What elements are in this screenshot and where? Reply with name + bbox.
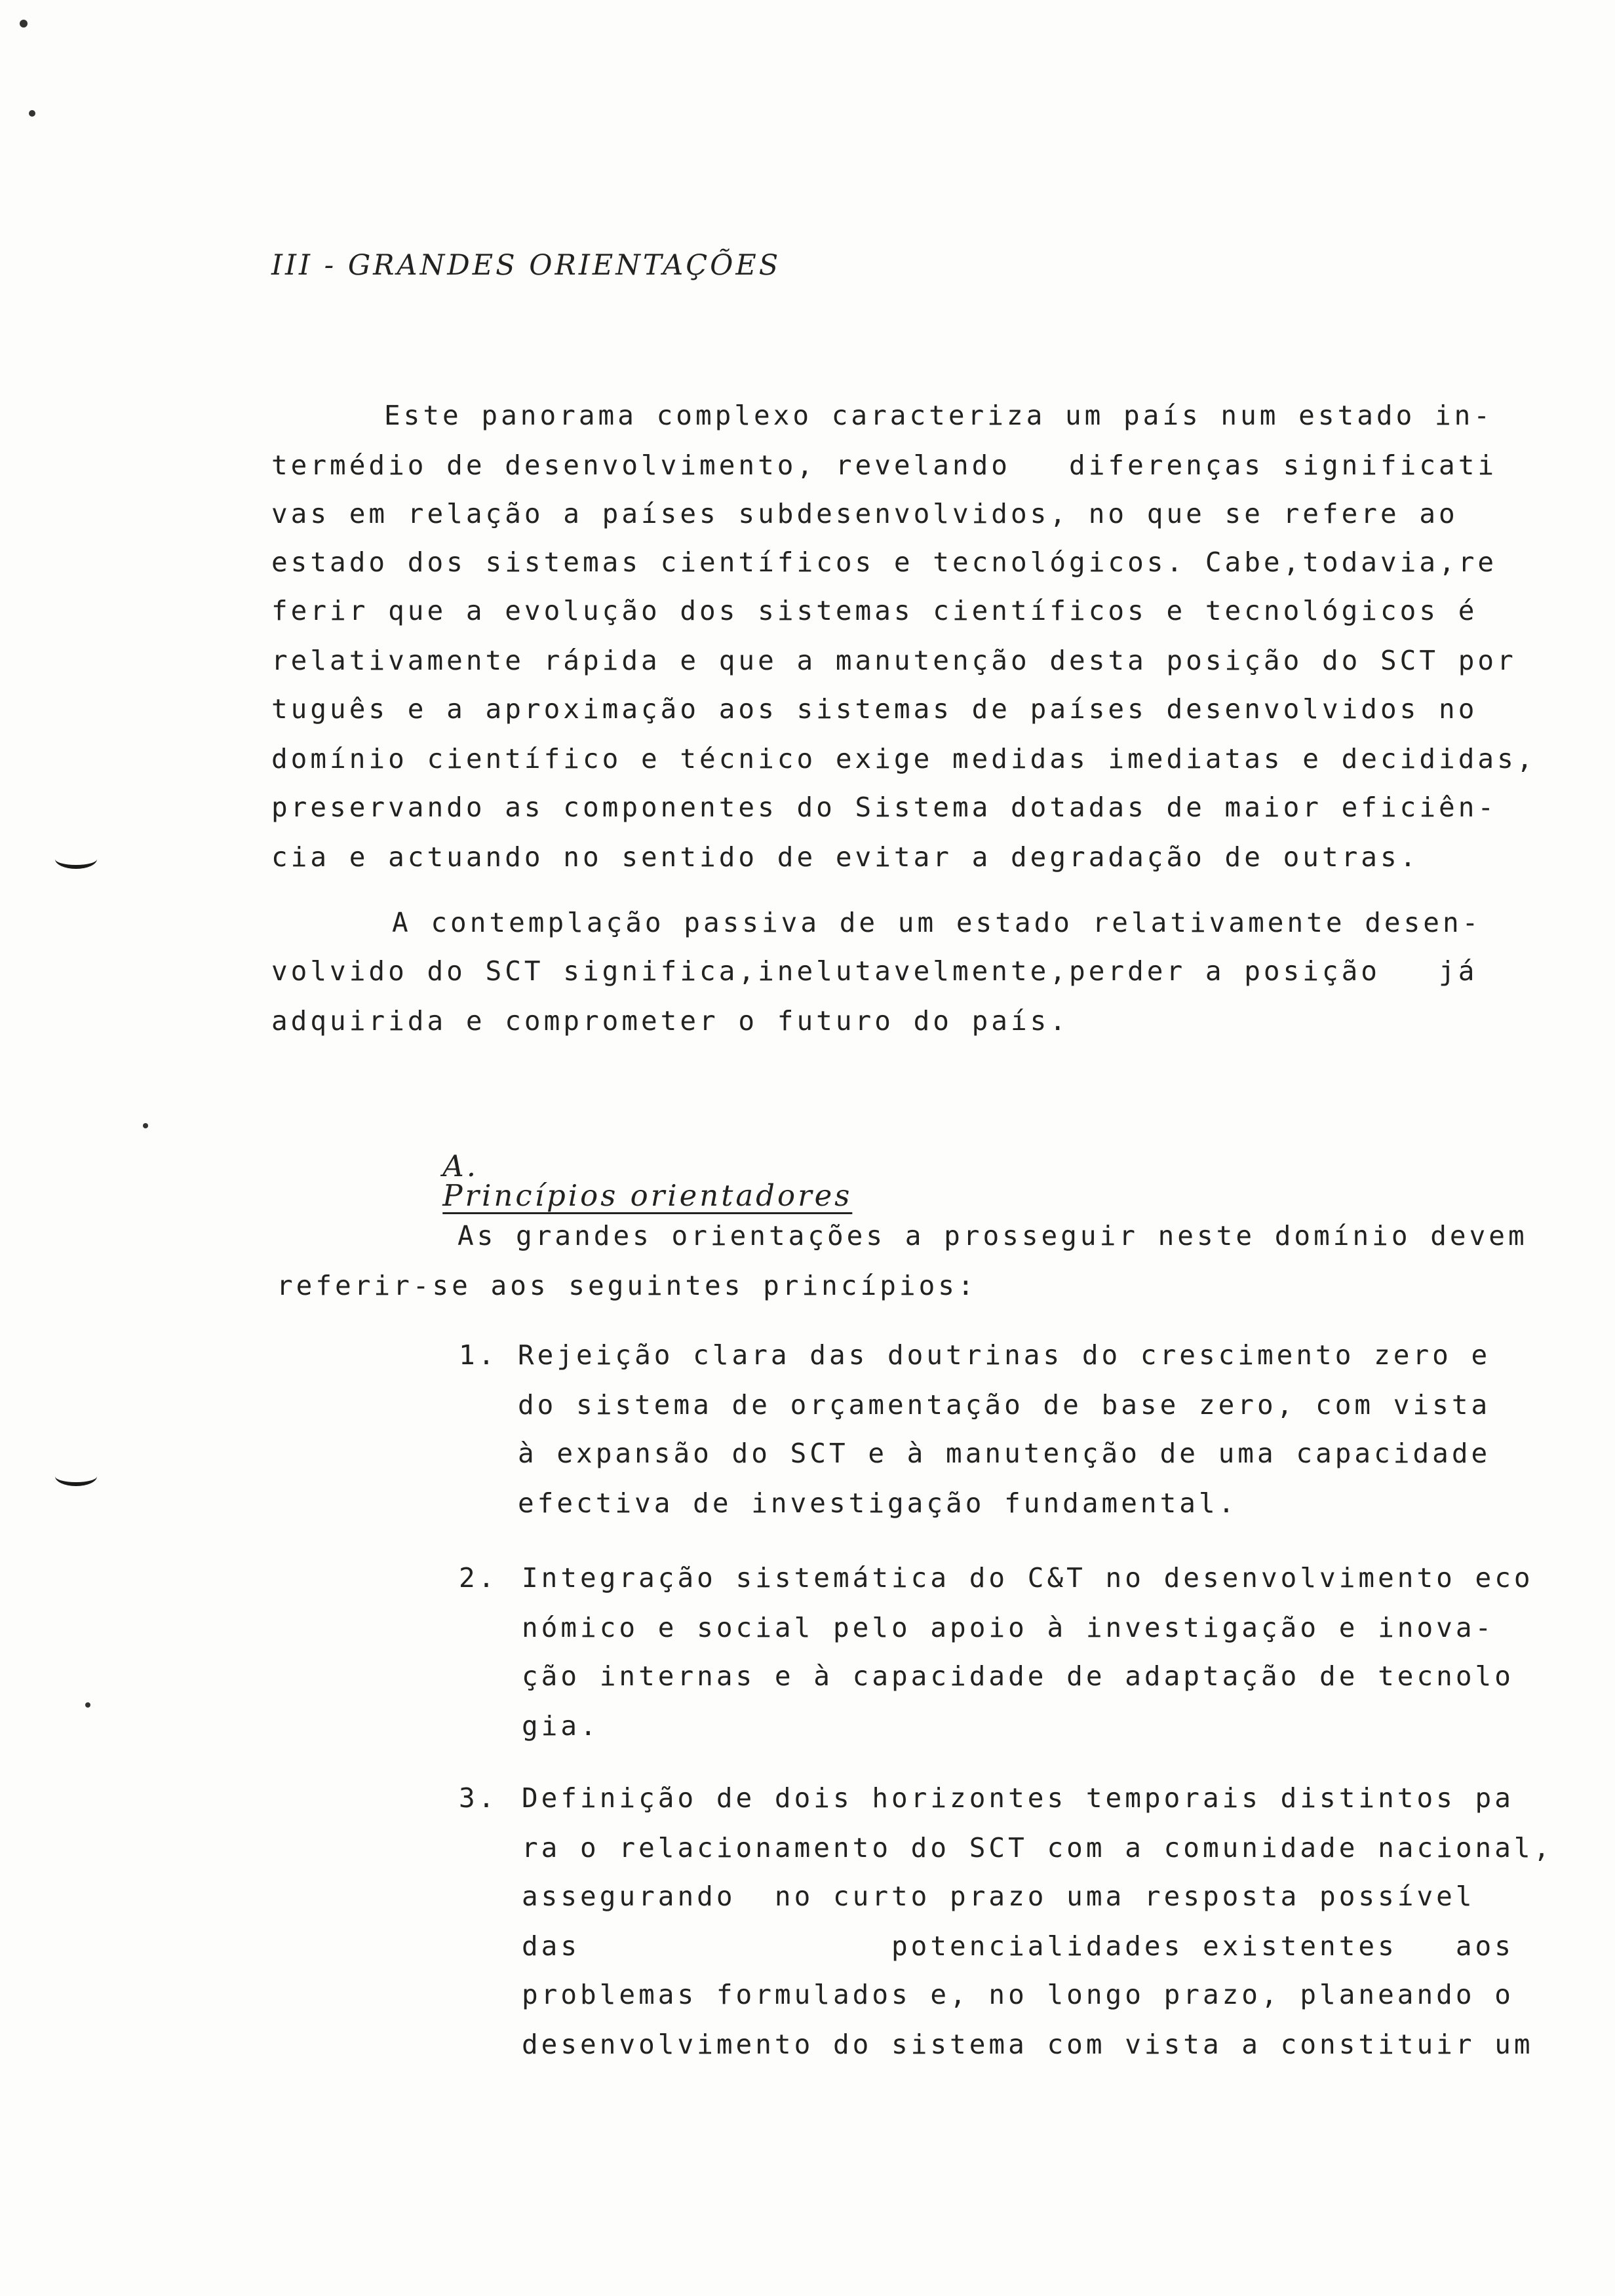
text-line: cia e actuando no sentido de evitar a degradação de outras. [271,841,1420,873]
text-line: Rejeição clara das doutrinas do crescimento zero e [518,1339,1491,1371]
text-line: volvido do SCT significa,inelutavelmente,perder a posição já [271,955,1478,987]
text-line: Este panorama complexo caracteriza um país num estado in- [384,400,1493,431]
text-line: ra o relacionamento do SCT com a comunidade nacional, [522,1832,1553,1864]
binder-hole-mark [55,849,97,869]
text-line: tuguês e a aproximação aos sistemas de países desenvolvidos no [271,693,1478,725]
text-line: Integração sistemática do C&T no desenvolvimento eco [522,1562,1534,1594]
scan-speck [29,110,35,117]
text-line: As grandes orientações a prosseguir neste domínio devem [457,1220,1528,1252]
text-line: relativamente rápida e que a manutenção desta posição do SCT por [271,645,1517,676]
subsection-title: Princípios orientadores [442,1178,853,1213]
text-line: do sistema de orçamentação de base zero, com vista [518,1389,1491,1421]
text-line: vas em relação a países subdesenvolvidos, no que se refere ao [271,498,1458,529]
text-line: ferir que a evolução dos sistemas científicos e tecnológicos é [271,595,1478,626]
subsection-letter: A. [442,1149,479,1183]
text-line: à expansão do SCT e à manutenção de uma capacidade [518,1438,1491,1469]
section-heading: III - GRANDES ORIENTAÇÕES [271,249,781,282]
text-line: preservando as componentes do Sistema dotadas de maior eficiên- [271,792,1498,823]
text-line: ção internas e à capacidade de adaptação de tecnolo [522,1660,1514,1692]
text-line: referir-se aos seguintes princípios: [277,1270,977,1301]
text-line: termédio de desenvolvimento, revelando diferenças significati [271,450,1498,481]
text-line: domínio científico e técnico exige medidas imediatas e decididas, [271,743,1536,775]
text-line: desenvolvimento do sistema com vista a constituir um [522,2029,1534,2060]
text-line: nómico e social pelo apoio à investigação e inova- [522,1612,1495,1643]
text-line: das potencialidades existentes aos [522,1930,1514,1962]
item-number: 3. [459,1782,498,1814]
text-line: A contemplação passiva de um estado relativamente desen- [392,907,1482,938]
scan-speck [20,20,28,28]
text-line: adquirida e comprometer o futuro do país. [271,1005,1070,1037]
text-line: assegurando no curto prazo uma resposta possível [522,1881,1475,1912]
text-line: efectiva de investigação fundamental. [518,1487,1238,1519]
item-number: 2. [459,1562,498,1594]
text-line: gia. [522,1710,600,1742]
text-line: problemas formulados e, no longo prazo, planeando o [522,1979,1514,2010]
item-number: 1. [459,1339,498,1371]
scan-speck [85,1702,90,1708]
binder-hole-mark [55,1466,97,1486]
scan-speck [143,1123,148,1128]
text-line: estado dos sistemas científicos e tecnológicos. Cabe,todavia,re [271,546,1498,578]
text-line: Definição de dois horizontes temporais distintos pa [522,1782,1514,1814]
